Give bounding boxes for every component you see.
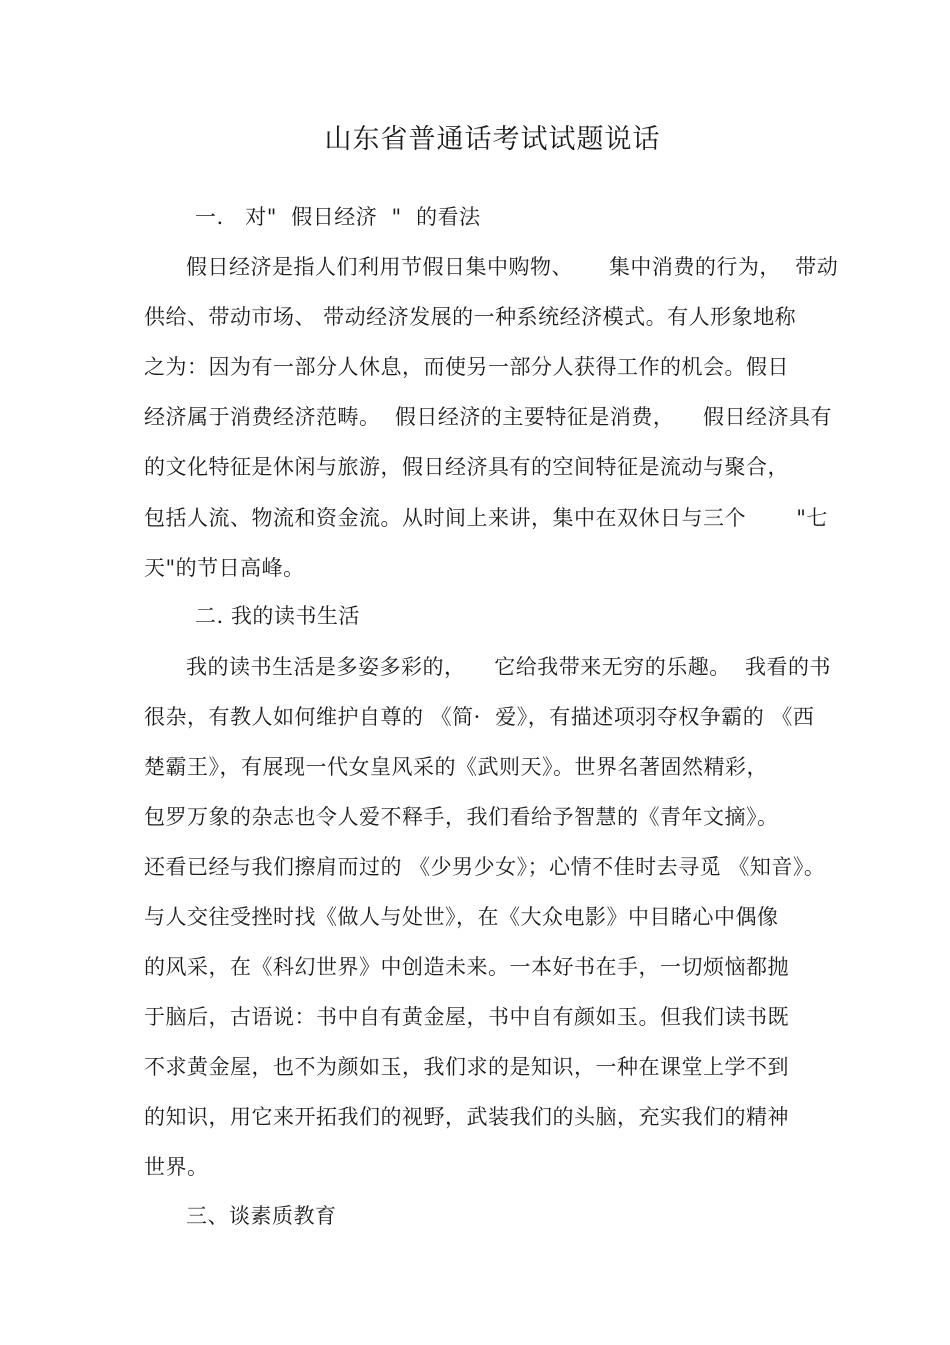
section-1-line: 之为：因为有一部分人休息，而使另一部分人获得工作的机会。假日 [144,355,789,379]
section-2-line: 不求黄金屋，也不为颜如玉，我们求的是知识，一种在课堂上学不到 [144,1055,789,1079]
section-1-line: 包括人流、物流和资金流。从时间上来讲，集中在双休日与三个 "七 [144,506,828,530]
section-1-line: 供给、带动市场、 带动经济发展的一种系统经济模式。有人形象地称 [144,305,797,329]
section-1-line: 经济属于消费经济范畴。 假日经济的主要特征是消费， 假日经济具有 [144,405,833,429]
section-1-line: 天"的节日高峰。 [144,556,305,580]
section-2-line: 很杂，有教人如何维护自尊的 《简· 爱》，有描述项羽夺权争霸的 《西 [144,705,815,729]
section-2-line: 的风采，在《科幻世界》中创造未来。一本好书在手，一切烦恼都抛 [144,955,789,979]
section-2-heading: 二. 我的读书生活 [195,604,360,628]
document-title: 山东省普通话考试试题说话 [324,124,661,155]
section-1-line: 假日经济是指人们利用节假日集中购物、 集中消费的行为， 带动 [186,255,839,279]
section-1-line: 的文化特征是休闲与旅游，假日经济具有的空间特征是流动与聚合， [144,455,789,479]
section-2-line: 还看已经与我们擦肩而过的 《少男少女》；心情不佳时去寻觅 《知音》。 [144,855,826,879]
section-3-heading: 三、谈素质教育 [186,1204,337,1228]
section-1-heading: 一. 对" 假日经济 " 的看法 [195,205,481,229]
section-2-line: 与人交往受挫时找《做人与处世》，在《大众电影》中目睹心中偶像 [144,905,779,929]
section-2-line: 于脑后，古语说：书中自有黄金屋，书中自有颜如玉。但我们读书既 [144,1005,789,1029]
section-2-line: 的知识，用它来开拓我们的视野，武装我们的头脑，充实我们的精神 [144,1105,789,1129]
section-2-line: 包罗万象的杂志也令人爱不释手，我们看给予智慧的《青年文摘》。 [144,805,779,829]
section-2-line: 楚霸王》，有展现一代女皇风采的《武则天》。世界名著固然精彩， [144,755,768,779]
section-2-line: 我的读书生活是多姿多彩的， 它给我带来无穷的乐趣。 我看的书 [186,655,832,679]
section-2-line: 世界。 [144,1155,209,1179]
